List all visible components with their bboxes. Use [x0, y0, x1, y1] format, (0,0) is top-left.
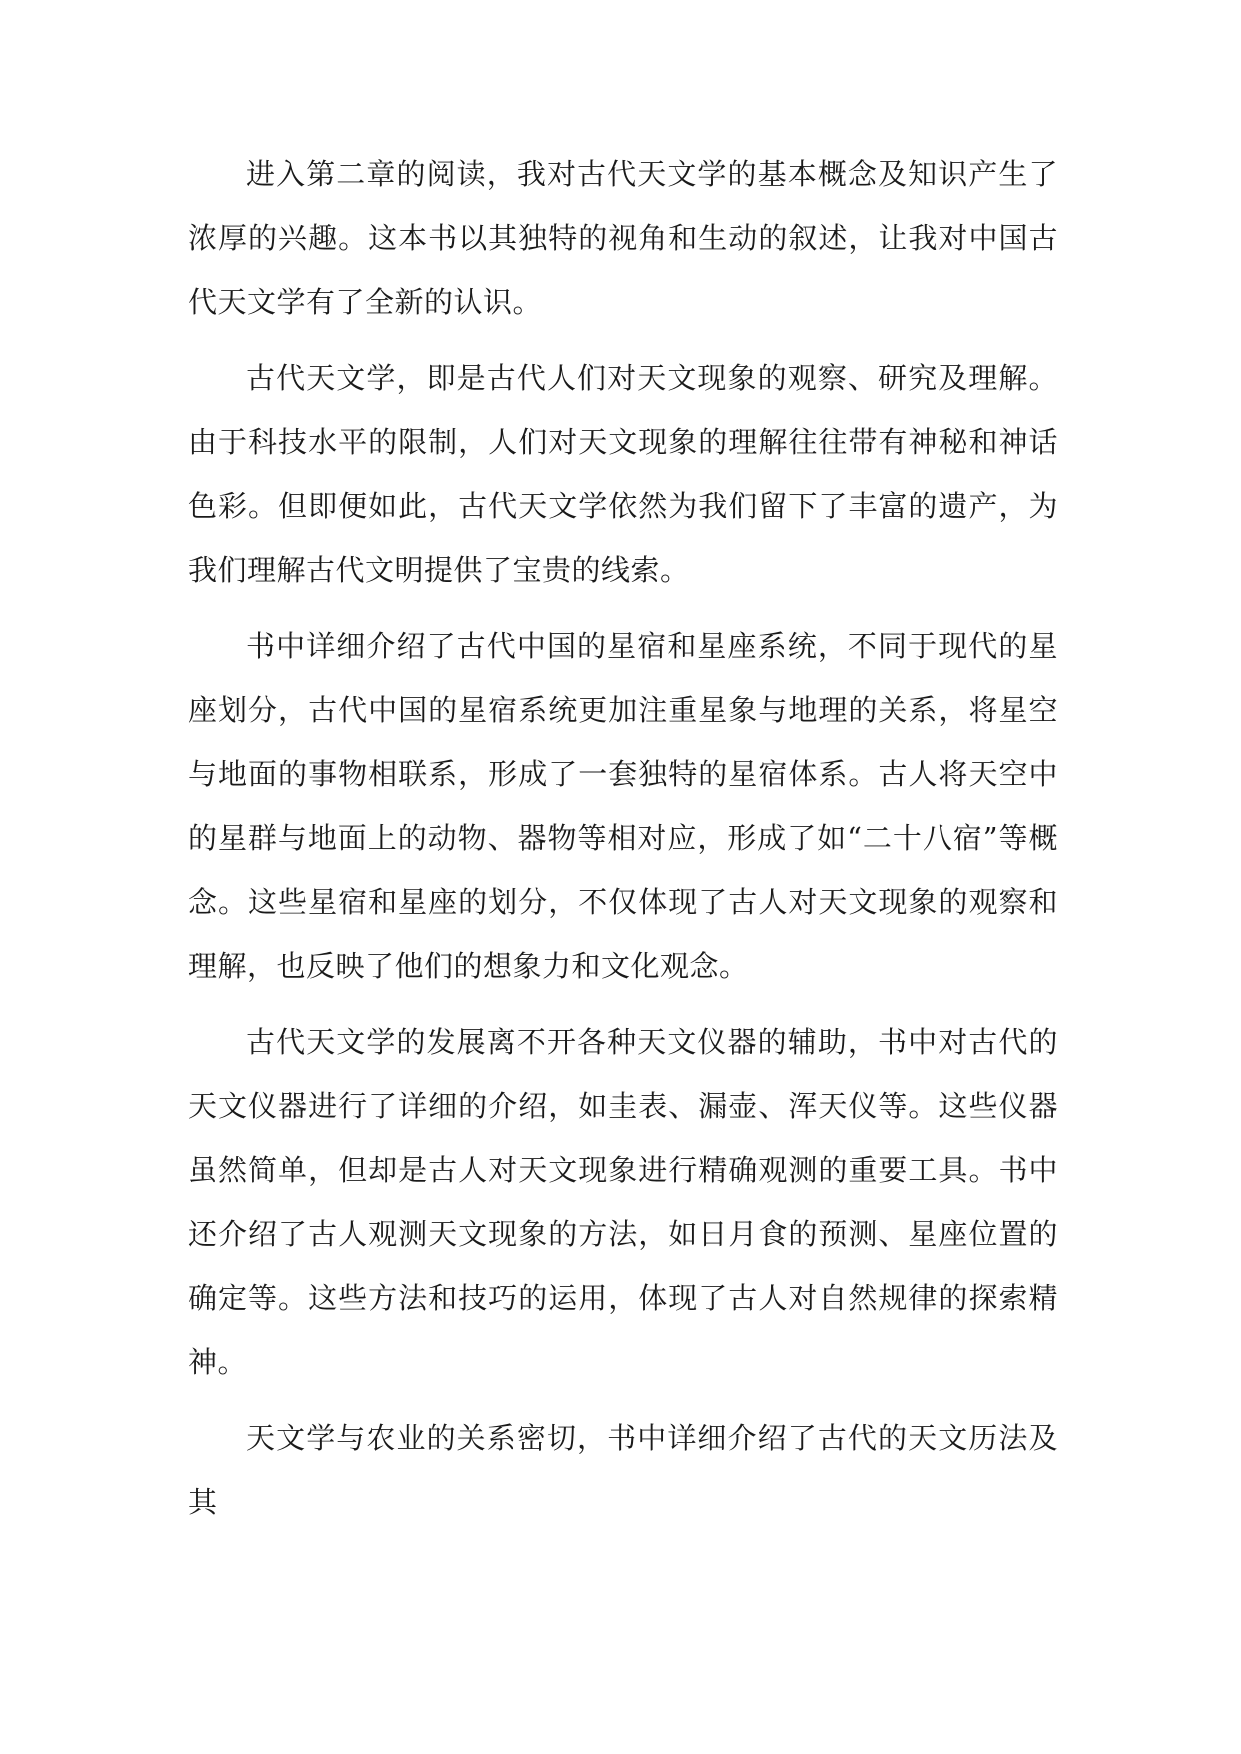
paragraph-3: 书中详细介绍了古代中国的星宿和星座系统，不同于现代的星座划分，古代中国的星宿系统更加注重星象与地理的关系，将星空与地面的事物相联系，形成了一套独特的星宿体系。古人将天空中的星群与地面上的动物、器物等相对应，形成了如“二十八宿”等概念。这些星宿和星座的划分，不仅体现了古人对天文现象的观察和理解，也反映了他们的想象力和文化观念。 — [188, 629, 1058, 983]
paragraph-2: 古代天文学，即是古代人们对天文现象的观察、研究及理解。由于科技水平的限制，人们对天文现象的理解往往带有神秘和神话色彩。但即便如此，古代天文学依然为我们留下了丰富的遗产，为我们理解古代文明提供了宝贵的线索。 — [188, 361, 1058, 587]
paragraph-1: 进入第二章的阅读，我对古代天文学的基本概念及知识产生了浓厚的兴趣。这本书以其独特的视角和生动的叙述，让我对中国古代天文学有了全新的认识。 — [188, 157, 1058, 319]
paragraph-4: 古代天文学的发展离不开各种天文仪器的辅助，书中对古代的天文仪器进行了详细的介绍，如圭表、漏壶、浑天仪等。这些仪器虽然简单，但却是古人对天文现象进行精确观测的重要工具。书中还介绍了古人观测天文现象的方法，如日月食的预测、星座位置的确定等。这些方法和技巧的运用，体现了古人对自然规律的探索精神。 — [188, 1025, 1058, 1379]
document-body — [188, 142, 1058, 1546]
paragraph-5: 天文学与农业的关系密切，书中详细介绍了古代的天文历法及其 — [188, 1421, 1058, 1519]
